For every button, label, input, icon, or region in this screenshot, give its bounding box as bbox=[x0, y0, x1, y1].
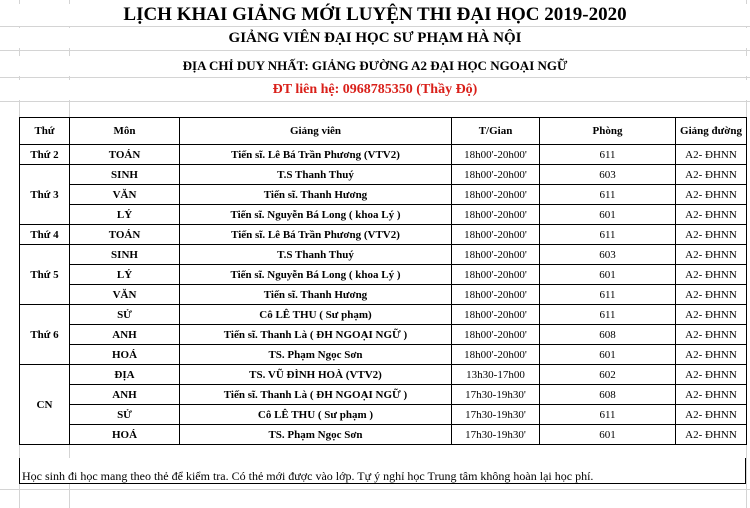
cell-subject: ANH bbox=[70, 385, 180, 405]
cell-hall: A2- ĐHNN bbox=[676, 345, 747, 365]
cell-time: 17h30-19h30' bbox=[452, 385, 540, 405]
cell-room: 601 bbox=[540, 345, 676, 365]
gridline bbox=[0, 101, 750, 102]
cell-teacher: T.S Thanh Thuý bbox=[180, 245, 452, 265]
cell-subject: SỬ bbox=[70, 305, 180, 325]
cell-teacher: Tiến sĩ. Thanh Là ( ĐH NGOẠI NGỮ ) bbox=[180, 325, 452, 345]
cell-hall: A2- ĐHNN bbox=[676, 265, 747, 285]
cell-hall: A2- ĐHNN bbox=[676, 245, 747, 265]
column-header-teacher: Giảng viên bbox=[180, 118, 452, 145]
table-row bbox=[20, 385, 747, 405]
cell-time: 18h00'-20h00' bbox=[452, 205, 540, 225]
cell-day: Thứ 4 bbox=[20, 225, 70, 245]
table-row bbox=[20, 425, 747, 445]
table-row bbox=[20, 165, 747, 185]
cell-subject: HOÁ bbox=[70, 425, 180, 445]
table-row bbox=[20, 285, 747, 305]
cell-day: CN bbox=[20, 365, 70, 445]
cell-time: 18h00'-20h00' bbox=[452, 245, 540, 265]
cell-room: 611 bbox=[540, 285, 676, 305]
cell-room: 608 bbox=[540, 325, 676, 345]
cell-hall: A2- ĐHNN bbox=[676, 185, 747, 205]
cell-subject: VĂN bbox=[70, 285, 180, 305]
cell-hall: A2- ĐHNN bbox=[676, 145, 747, 165]
cell-subject: SINH bbox=[70, 245, 180, 265]
cell-time: 17h30-19h30' bbox=[452, 425, 540, 445]
cell-room: 611 bbox=[540, 305, 676, 325]
cell-room: 611 bbox=[540, 185, 676, 205]
cell-teacher: Tiến sĩ. Nguyễn Bá Long ( khoa Lý ) bbox=[180, 265, 452, 285]
cell-time: 18h00'-20h00' bbox=[452, 285, 540, 305]
cell-teacher: T.S Thanh Thuý bbox=[180, 165, 452, 185]
cell-room: 602 bbox=[540, 365, 676, 385]
cell-hall: A2- ĐHNN bbox=[676, 165, 747, 185]
footer-note: Học sinh đi học mang theo thẻ để kiểm tra. Có thẻ mới được vào lớp. Tự ý nghỉ học Trung tâm không hoàn lại học phí. bbox=[19, 468, 746, 484]
cell-room: 601 bbox=[540, 425, 676, 445]
cell-teacher: TS. VŨ ĐÌNH HOÀ (VTV2) bbox=[180, 365, 452, 385]
cell-room: 608 bbox=[540, 385, 676, 405]
cell-subject: ANH bbox=[70, 325, 180, 345]
table-row bbox=[20, 325, 747, 345]
table-row bbox=[20, 365, 747, 385]
cell-room: 601 bbox=[540, 265, 676, 285]
cell-time: 18h00'-20h00' bbox=[452, 345, 540, 365]
table-row bbox=[20, 405, 747, 425]
cell-time: 18h00'-20h00' bbox=[452, 265, 540, 285]
cell-teacher: Tiến sĩ. Nguyễn Bá Long ( khoa Lý ) bbox=[180, 205, 452, 225]
cell-room: 611 bbox=[540, 225, 676, 245]
cell-subject: LÝ bbox=[70, 265, 180, 285]
column-header-time: T/Gian bbox=[452, 118, 540, 145]
cell-teacher: Cô LÊ THU ( Sư phạm) bbox=[180, 305, 452, 325]
cell-teacher: TS. Phạm Ngọc Sơn bbox=[180, 345, 452, 365]
cell-subject: ĐỊA bbox=[70, 365, 180, 385]
gridline bbox=[0, 77, 750, 78]
cell-room: 603 bbox=[540, 245, 676, 265]
cell-day: Thứ 2 bbox=[20, 145, 70, 165]
cell-day: Thứ 6 bbox=[20, 305, 70, 365]
cell-hall: A2- ĐHNN bbox=[676, 205, 747, 225]
cell-time: 18h00'-20h00' bbox=[452, 165, 540, 185]
cell-hall: A2- ĐHNN bbox=[676, 425, 747, 445]
cell-time: 18h00'-20h00' bbox=[452, 185, 540, 205]
cell-subject: VĂN bbox=[70, 185, 180, 205]
cell-subject: SỬ bbox=[70, 405, 180, 425]
cell-teacher: Tiến sĩ. Lê Bá Trần Phương (VTV2) bbox=[180, 145, 452, 165]
cell-day: Thứ 3 bbox=[20, 165, 70, 225]
table-row bbox=[20, 225, 747, 245]
table-row bbox=[20, 205, 747, 225]
cell-subject: LÝ bbox=[70, 205, 180, 225]
cell-day: Thứ 5 bbox=[20, 245, 70, 305]
cell-time: 18h00'-20h00' bbox=[452, 225, 540, 245]
cell-hall: A2- ĐHNN bbox=[676, 225, 747, 245]
table-row bbox=[20, 145, 747, 165]
page-subtitle: GIẢNG VIÊN ĐẠI HỌC SƯ PHẠM HÀ NỘI bbox=[0, 28, 750, 48]
cell-subject: HOÁ bbox=[70, 345, 180, 365]
cell-time: 13h30-17h00 bbox=[452, 365, 540, 385]
cell-room: 603 bbox=[540, 165, 676, 185]
cell-hall: A2- ĐHNN bbox=[676, 325, 747, 345]
cell-teacher: Tiến sĩ. Thanh Là ( ĐH NGOẠI NGỮ ) bbox=[180, 385, 452, 405]
table-row bbox=[20, 305, 747, 325]
table-row bbox=[20, 185, 747, 205]
page-title: LỊCH KHAI GIẢNG MỚI LUYỆN THI ĐẠI HỌC 2019-2020 bbox=[0, 4, 750, 26]
table-row bbox=[20, 245, 747, 265]
cell-hall: A2- ĐHNN bbox=[676, 285, 747, 305]
cell-time: 18h00'-20h00' bbox=[452, 325, 540, 345]
cell-hall: A2- ĐHNN bbox=[676, 385, 747, 405]
table-row bbox=[20, 265, 747, 285]
cell-teacher: Cô LÊ THU ( Sư phạm ) bbox=[180, 405, 452, 425]
cell-subject: TOÁN bbox=[70, 225, 180, 245]
cell-room: 611 bbox=[540, 405, 676, 425]
cell-hall: A2- ĐHNN bbox=[676, 405, 747, 425]
gridline bbox=[0, 489, 750, 490]
column-header-hall: Giảng đường bbox=[676, 118, 747, 145]
column-header-subject: Môn bbox=[70, 118, 180, 145]
contact-line: ĐT liên hệ: 0968785350 (Thầy Độ) bbox=[0, 80, 750, 100]
cell-teacher: Tiến sĩ. Lê Bá Trần Phương (VTV2) bbox=[180, 225, 452, 245]
column-header-day: Thứ bbox=[20, 118, 70, 145]
cell-subject: TOÁN bbox=[70, 145, 180, 165]
gridline bbox=[0, 50, 750, 51]
footer-spacer bbox=[19, 458, 746, 468]
column-header-room: Phòng bbox=[540, 118, 676, 145]
schedule-body bbox=[20, 145, 747, 445]
cell-subject: SINH bbox=[70, 165, 180, 185]
schedule-table bbox=[19, 117, 747, 445]
gridline bbox=[0, 26, 750, 27]
cell-time: 18h00'-20h00' bbox=[452, 145, 540, 165]
cell-teacher: Tiến sĩ. Thanh Hương bbox=[180, 185, 452, 205]
table-row bbox=[20, 345, 747, 365]
cell-hall: A2- ĐHNN bbox=[676, 365, 747, 385]
address-line: ĐỊA CHỈ DUY NHẤT: GIẢNG ĐƯỜNG A2 ĐẠI HỌC NGOẠI NGỮ bbox=[0, 56, 750, 76]
cell-room: 601 bbox=[540, 205, 676, 225]
cell-hall: A2- ĐHNN bbox=[676, 305, 747, 325]
cell-teacher: TS. Phạm Ngọc Sơn bbox=[180, 425, 452, 445]
cell-time: 17h30-19h30' bbox=[452, 405, 540, 425]
table-header-row bbox=[20, 118, 747, 145]
cell-teacher: Tiến sĩ. Thanh Hương bbox=[180, 285, 452, 305]
cell-time: 18h00'-20h00' bbox=[452, 305, 540, 325]
cell-room: 611 bbox=[540, 145, 676, 165]
